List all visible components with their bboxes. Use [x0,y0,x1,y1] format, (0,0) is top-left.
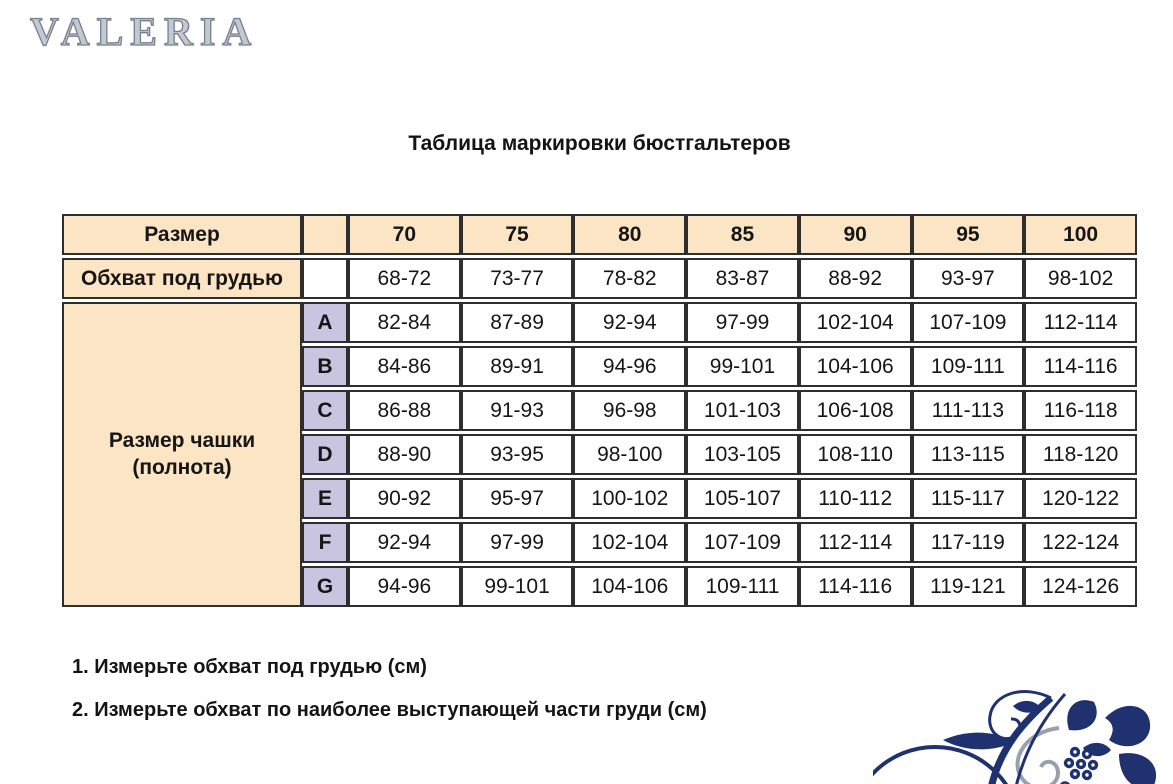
cup-B-size-90: 104-106 [799,346,912,387]
cup-C-size-100: 116-118 [1024,390,1137,431]
cup-D-size-70: 88-90 [348,434,461,475]
underbust-value-95: 93-97 [912,258,1025,299]
cup-letter-A: A [302,302,348,343]
band-size-80: 80 [573,214,686,255]
corner-cell-top [302,214,348,255]
band-size-85: 85 [686,214,799,255]
cup-C-size-80: 96-98 [573,390,686,431]
cup-G-size-90: 114-116 [799,566,912,607]
size-table [62,211,1137,610]
cup-D-size-80: 98-100 [573,434,686,475]
cup-C-size-95: 111-113 [912,390,1025,431]
cup-A-size-70: 82-84 [348,302,461,343]
cup-letter-D: D [302,434,348,475]
cup-F-size-100: 122-124 [1024,522,1137,563]
flower-petal-2 [1105,706,1150,746]
instruction-step-2: 2. Измерьте обхват по наиболее выступающей части груди (см) [72,699,707,721]
page-title: Таблица маркировки бюстгальтеров [408,132,791,155]
band-size-90: 90 [799,214,912,255]
cup-letter-C: C [302,390,348,431]
flower-petal-1 [1067,700,1096,730]
cup-size-label-line1: Размер чашки [108,429,256,453]
cup-letter-G: G [302,566,348,607]
size-header-label: Размер [62,214,302,255]
cup-C-size-85: 101-103 [686,390,799,431]
cup-A-size-95: 107-109 [912,302,1025,343]
cup-size-label [62,302,302,607]
cup-A-size-75: 87-89 [461,302,574,343]
cup-F-size-95: 117-119 [912,522,1025,563]
floral-ornament-image [873,688,1173,784]
band-size-70: 70 [348,214,461,255]
cup-B-size-85: 99-101 [686,346,799,387]
cup-C-size-75: 91-93 [461,390,574,431]
cup-A-size-90: 102-104 [799,302,912,343]
cup-F-size-75: 97-99 [461,522,574,563]
cup-G-size-85: 109-111 [686,566,799,607]
cup-G-size-80: 104-106 [573,566,686,607]
cup-D-size-95: 113-115 [912,434,1025,475]
cup-row-A [62,302,1137,343]
cup-C-size-70: 86-88 [348,390,461,431]
cup-letter-E: E [302,478,348,519]
cup-B-size-75: 89-91 [461,346,574,387]
ornament-gray-spiral [1018,728,1059,784]
instructions [72,655,707,741]
band-size-95: 95 [912,214,1025,255]
cup-letter-F: F [302,522,348,563]
cup-E-size-75: 95-97 [461,478,574,519]
cup-C-size-90: 106-108 [799,390,912,431]
cup-A-size-100: 112-114 [1024,302,1137,343]
cup-F-size-85: 107-109 [686,522,799,563]
cup-D-size-90: 108-110 [799,434,912,475]
cup-E-size-70: 90-92 [348,478,461,519]
underbust-row [62,258,1137,299]
cup-B-size-100: 114-116 [1024,346,1137,387]
underbust-value-75: 73-77 [461,258,574,299]
instruction-step-1: 1. Измерьте обхват под грудью (см) [72,656,427,678]
cup-D-size-100: 118-120 [1024,434,1137,475]
cup-E-size-85: 105-107 [686,478,799,519]
size-table-body [62,214,1137,607]
cup-G-size-70: 94-96 [348,566,461,607]
cup-E-size-90: 110-112 [799,478,912,519]
flower-petal-3 [1119,753,1156,784]
size-header-row [62,214,1137,255]
brand-logo: VALERIA [30,9,259,54]
cup-G-size-100: 124-126 [1024,566,1137,607]
cup-letter-B: B [302,346,348,387]
cup-A-size-85: 97-99 [686,302,799,343]
underbust-value-90: 88-92 [799,258,912,299]
cup-D-size-75: 93-95 [461,434,574,475]
cup-B-size-80: 94-96 [573,346,686,387]
underbust-value-85: 83-87 [686,258,799,299]
cup-G-size-75: 99-101 [461,566,574,607]
cup-E-size-80: 100-102 [573,478,686,519]
band-size-100: 100 [1024,214,1137,255]
underbust-value-70: 68-72 [348,258,461,299]
underbust-label: Обхват под грудью [62,258,302,299]
cup-F-size-90: 112-114 [799,522,912,563]
cup-B-size-95: 109-111 [912,346,1025,387]
underbust-value-80: 78-82 [573,258,686,299]
underbust-value-100: 98-102 [1024,258,1137,299]
cup-E-size-95: 115-117 [912,478,1025,519]
cup-E-size-100: 120-122 [1024,478,1137,519]
corner-cell-bottom [302,258,348,299]
cup-G-size-95: 119-121 [912,566,1025,607]
cup-D-size-85: 103-105 [686,434,799,475]
cup-F-size-70: 92-94 [348,522,461,563]
cup-A-size-80: 92-94 [573,302,686,343]
cup-size-label-line2: (полнота) [132,455,232,479]
band-size-75: 75 [461,214,574,255]
cup-F-size-80: 102-104 [573,522,686,563]
cup-B-size-70: 84-86 [348,346,461,387]
